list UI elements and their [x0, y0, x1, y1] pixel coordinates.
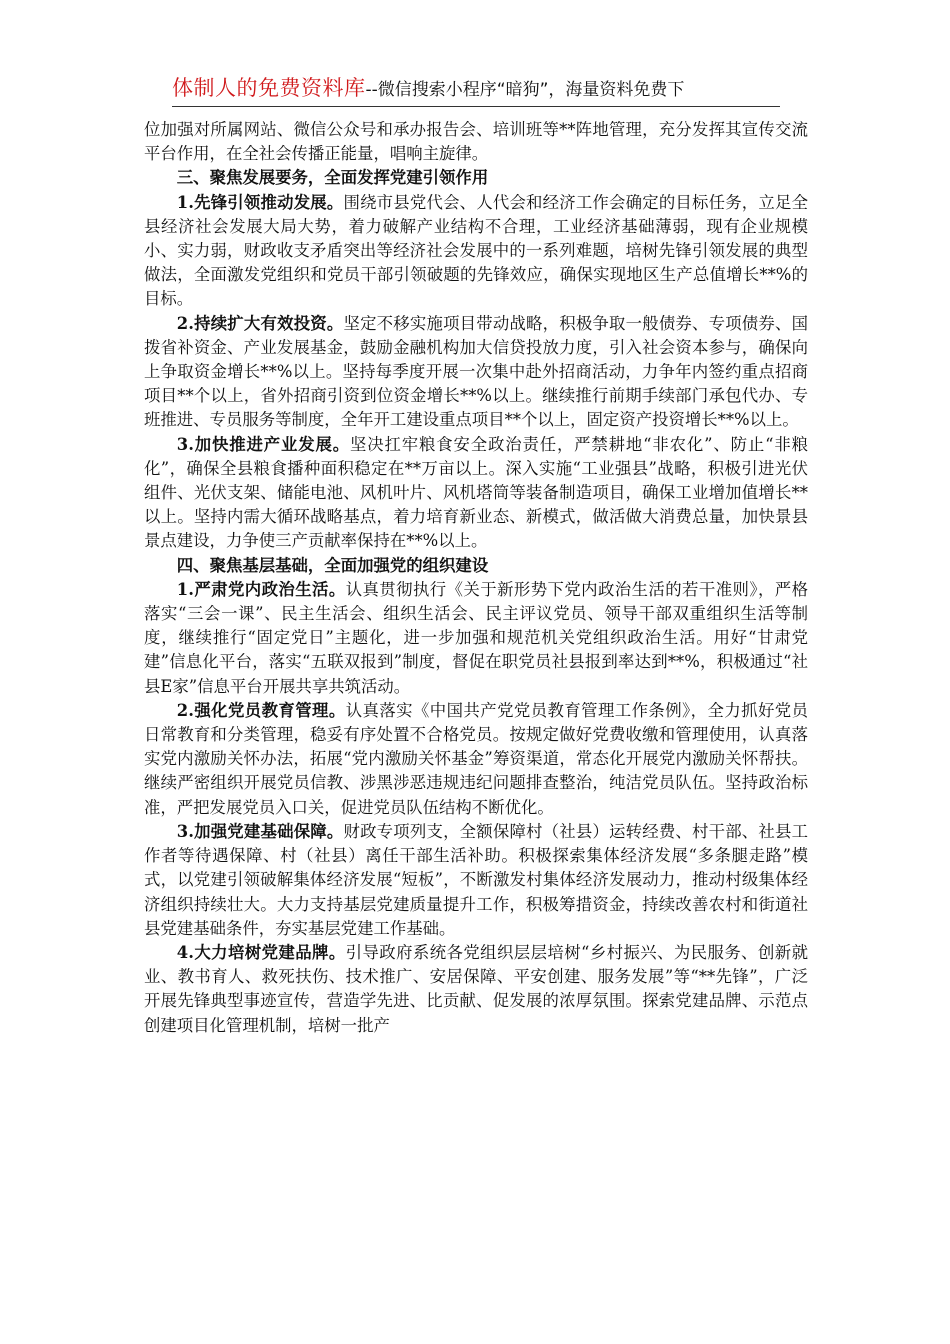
header-brand: 体制人的免费资料库: [172, 76, 366, 100]
paragraph-text: 财政专项列支，全额保障村（社县）运转经费、村干部、社县工作者等待遇保障、村（社县）离任干部生活补助。积极探索集体经济发展“多条腿走路”模式，以党建引领破解集体经济发展“短板”，不断激发村集体经济发展动力，推动村级集体经济组织持续壮大。大力支持基层党建质量提升工作，积极筹措资金，持续改善农村和街道社县党建基础条件，夯实基层党建工作基础。: [144, 821, 808, 938]
paragraph-lead: 1.先锋引领推动发展。: [176, 192, 344, 212]
paragraph-lead: 4.大力培树党建品牌。: [176, 942, 346, 962]
paragraph-text: 坚决扛牢粮食安全政治责任，严禁耕地“非农化”、防止“非粮化”，确保全县粮食播种面积稳定在**万亩以上。深入实施“工业强县”战略，积极引进光伏组件、光伏支架、储能电池、风机叶片、风机塔筒等装备制造项目，确保工业增加值增长**以上。坚持内需大循环战略基点，着力培育新业态、新模式，做活做大消费总量，加快景县景点建设，力争使三产贡献率保持在**%以上。: [144, 434, 808, 551]
paragraph-lead: 1.严肃党内政治生活。: [176, 579, 346, 599]
paragraph: [144, 699, 808, 820]
document-body: [144, 118, 808, 1038]
paragraph-lead: 2.强化党员教育管理。: [176, 700, 346, 720]
paragraph-text: 围绕市县党代会、人代会和经济工作会确定的目标任务，立足全县经济社会发展大局大势，着力破解产业结构不合理，工业经济基础薄弱，现有企业规模小、实力弱，财政收支矛盾突出等经济社会发展中的一系列难题，培树先锋引领发展的典型做法，全面激发党组织和党员干部引领破题的先锋效应，确保实现地区生产总值增长**%的目标。: [144, 192, 808, 309]
paragraph: [144, 941, 808, 1038]
paragraph: [144, 820, 808, 941]
intro-paragraph: 位加强对所属网站、微信公众号和承办报告会、培训班等**阵地管理，充分发挥其宣传交流平台作用，在全社会传播正能量，唱响主旋律。: [144, 120, 808, 164]
page-header: [172, 72, 780, 107]
paragraph-text: 认真落实《中国共产党党员教育管理工作条例》，全力抓好党员日常教育和分类管理，稳妥有序处置不合格党员。按规定做好党费收缴和管理使用，认真落实党内激励关怀办法，拓展“党内激励关怀基金”筹资渠道，常态化开展党内激励关怀帮扶。继续严密组织开展党员信教、涉黑涉恶违规违纪问题排查整治，纯洁党员队伍。坚持政治标准，严把发展党员入口关，促进党员队伍结构不断优化。: [144, 700, 808, 817]
section-heading: 四、聚焦基层基础，全面加强党的组织建设: [176, 555, 489, 575]
paragraph-text: 坚定不移实施项目带动战略，积极争取一般债券、专项债券、国拨省补资金、产业发展基金，鼓励金融机构加大信贷投放力度，引入社会资本参与，确保向上争取资金增长**%以上。坚持每季度开展一次集中赴外招商活动，力争年内签约重点招商项目**个以上，省外招商引资到位资金增长**%以上。继续推行前期手续部门承包代办、专班推进、专员服务等制度，全年开工建设重点项目**个以上，固定资产投资增长**%以上。: [144, 313, 808, 430]
paragraph: [144, 578, 808, 699]
paragraph: [144, 191, 808, 312]
paragraph-lead: 2.持续扩大有效投资。: [176, 313, 344, 333]
paragraph: [144, 312, 808, 433]
paragraph: [144, 433, 808, 554]
paragraph-lead: 3.加强党建基础保障。: [176, 821, 344, 841]
paragraph-lead: 3.加快推进产业发展。: [176, 434, 350, 454]
paragraph-text: 引导政府系统各党组织层层培树“乡村振兴、为民服务、创新就业、教书育人、救死扶伤、技术推广、安居保障、平安创建、服务发展”等“**先锋”，广泛开展先锋典型事迹宣传，营造学先进、比贡献、促发展的浓厚氛围。探索党建品牌、示范点创建项目化管理机制，培树一批产: [144, 942, 808, 1035]
header-note: --微信搜索小程序“暗狗”，海量资料免费下: [365, 80, 685, 100]
section-heading: 三、聚焦发展要务，全面发挥党建引领作用: [176, 168, 489, 188]
paragraph-text: 认真贯彻执行《关于新形势下党内政治生活的若干准则》，严格落实“三会一课”、民主生活会、组织生活会、民主评议党员、领导干部双重组织生活等制度，继续推行“固定党日”主题化，进一步加强和规范机关党组织政治生活。用好“甘肃党建”信息化平台，落实“五联双报到”制度，督促在职党员社县报到率达到**%，积极通过“社县E家”信息平台开展共享共筑活动。: [144, 579, 808, 696]
